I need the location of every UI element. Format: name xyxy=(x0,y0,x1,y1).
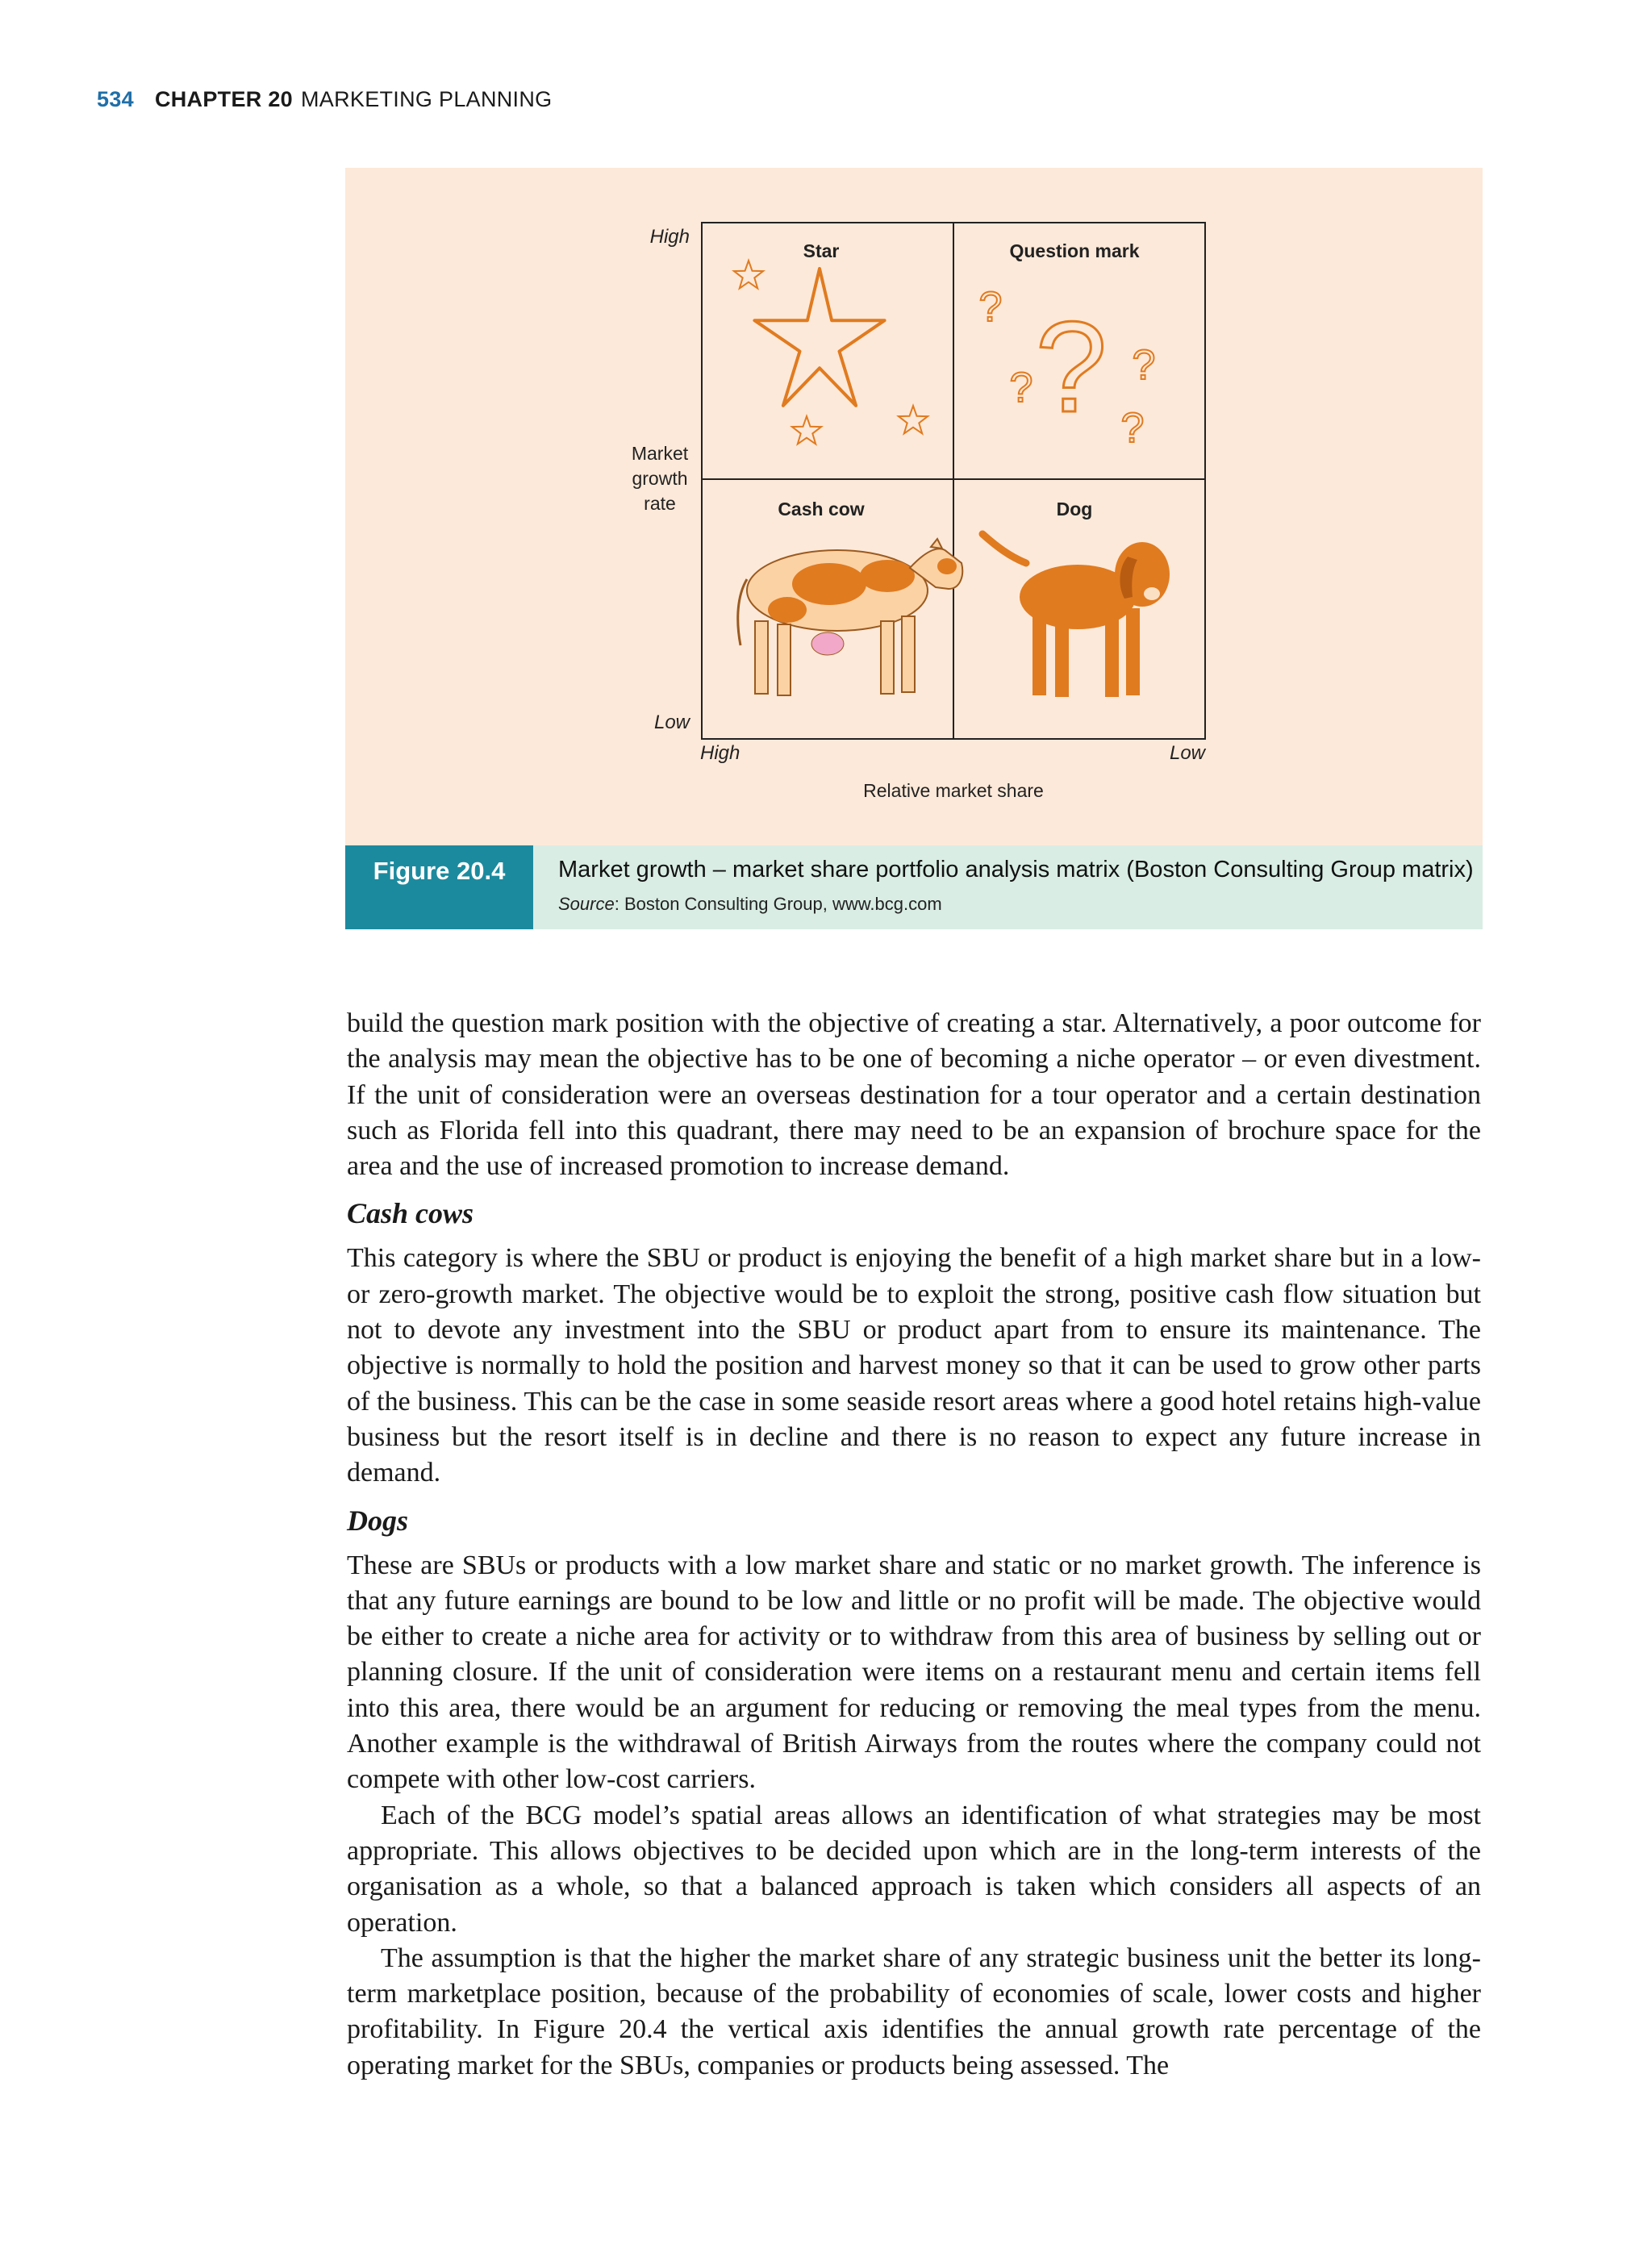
star-icon xyxy=(754,269,884,406)
small-star-icon xyxy=(734,261,928,444)
bcg-matrix-figure xyxy=(345,168,1483,845)
question-mark-icon-4: ? xyxy=(1120,405,1145,452)
page-number: 534 xyxy=(97,87,134,111)
y-axis-title-line-3: rate xyxy=(644,493,676,514)
x-axis-low-label: Low xyxy=(1169,742,1205,764)
paragraph-cash-cows: This category is where the SBU or product is enjoying the benefit of a high market share but in a low- or zero-growth market. The objective would be to exploit the strong, positive cash flow situation but not to devote any investment into the SBU or product apart from to ensure its maintenance. The objective is normally to hold the position and harvest money so that it can be used to grow other parts of the business. This can be the case in some seaside resort areas where a good hotel retains high-value business but the resort itself is in decline and there is no reason to expect any future increase in demand. xyxy=(347,1243,1481,1488)
x-axis-title: Relative market share xyxy=(863,780,1044,801)
paragraph-dogs: These are SBUs or products with a low market share and static or no market growth. The inference is that any future earnings are bound to be low and little or no profit will be made. The objective would be either to create a niche area for activity or to withdraw from this area of business by selling out or planning closure. If the unit of consideration were items on a restaurant menu and certain items fell into this area, there would be an argument for reducing or removing the meal types from the menu. Another example is the withdrawal of British Airways from the routes where the company could not compete with other low-cost carriers. xyxy=(347,1550,1481,1795)
y-axis-title-line-1: Market xyxy=(631,443,689,464)
paragraph-spatial-areas: Each of the BCG model’s spatial areas allows an identification of what strategies may be most appropriate. This allows objectives to be decided upon which are in the long-term interests of the organisation as a whole, so that a balanced approach is taken which considers all aspects of an operation. xyxy=(347,1800,1481,1938)
heading-cash-cows: Cash cows xyxy=(347,1197,474,1230)
y-axis-low-label: Low xyxy=(653,711,690,733)
large-question-mark-icon: ? xyxy=(1035,294,1108,439)
figure-source xyxy=(558,894,942,915)
source-label: Source xyxy=(558,894,615,914)
figure-label: Figure 20.4 xyxy=(345,845,533,929)
question-mark-icon-3: ? xyxy=(1009,365,1033,411)
y-axis-title-line-2: growth xyxy=(632,468,688,489)
quadrant-title-star: Star xyxy=(803,240,840,261)
chapter-label: CHAPTER 20 xyxy=(154,87,293,111)
source-text: : Boston Consulting Group, www.bcg.com xyxy=(614,894,942,914)
chapter-title: MARKETING PLANNING xyxy=(301,87,553,111)
dog-icon xyxy=(982,534,1170,697)
question-mark-icon-1: ? xyxy=(978,284,1003,331)
quadrant-title-cash-cow: Cash cow xyxy=(778,499,865,520)
quadrant-title-dog: Dog xyxy=(1056,499,1093,520)
quadrant-title-question-mark: Question mark xyxy=(1009,240,1140,261)
question-mark-icon-2: ? xyxy=(1132,342,1156,389)
x-axis-high-label: High xyxy=(700,742,740,764)
running-head xyxy=(97,87,552,112)
bcg-matrix-diagram xyxy=(345,168,1483,845)
heading-dogs: Dogs xyxy=(347,1504,409,1537)
body-text xyxy=(347,1006,1481,2084)
paragraph-assumption: The assumption is that the higher the market share of any strategic business unit the better its long-term marketplace position, because of the probability of economies of scale, lower costs and higher profitability. In Figure 20.4 the vertical axis identifies the annual growth rate percentage of the operating market for the SBUs, companies or products being assessed. The xyxy=(347,1942,1481,2080)
figure-caption-text: Market growth – market share portfolio analysis matrix (Boston Consulting Group matrix) xyxy=(558,857,1474,883)
y-axis-high-label: High xyxy=(649,226,690,248)
paragraph-question-mark-continued: build the question mark position with the objective of creating a star. Alternatively, a poor outcome for the analysis may mean the objective has to be one of becoming a niche operator – or even divestment. If the unit of consideration were an overseas destination for a tour operator and a certain destination such as Florida fell into this quadrant, there may need to be an expansion of brochure space for the area and the use of increased promotion to increase demand. xyxy=(347,1008,1481,1182)
cash-cow-icon xyxy=(738,539,962,695)
figure-caption xyxy=(345,845,1483,929)
